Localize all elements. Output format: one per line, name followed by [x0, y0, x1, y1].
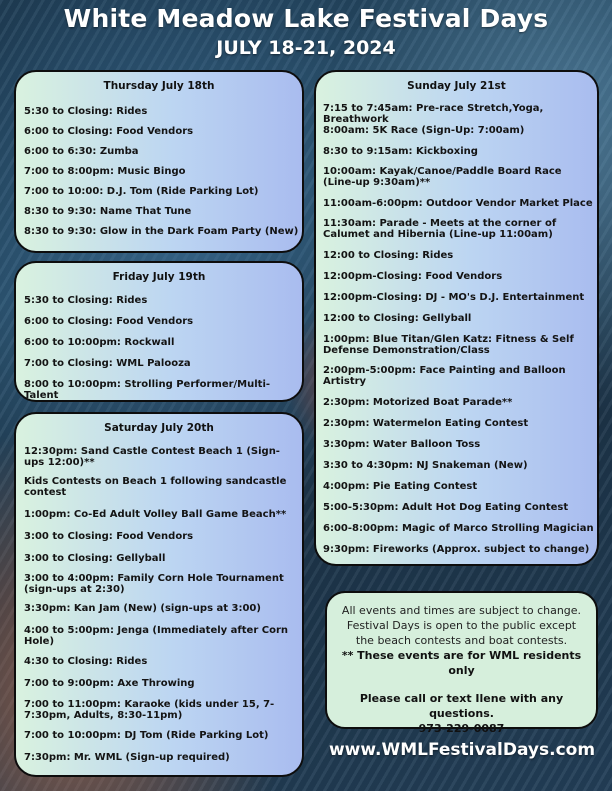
event-item: 12:30pm: Sand Castle Contest Beach 1 (Sign-ups 12:00)**: [24, 446, 280, 468]
event-item: 12:00 to Closing: Rides: [323, 250, 454, 261]
contact-phone: 973-229-0087: [418, 722, 505, 735]
contact-note: Please call or text Ilene with any questions.: [359, 692, 564, 720]
event-item: 1:00pm: Co-Ed Adult Volley Ball Game Beach**: [24, 509, 287, 520]
notice-line: All events and times are subject to change.: [341, 604, 582, 617]
event-item: 3:30 to 4:30pm: NJ Snakeman (New): [323, 460, 528, 471]
event-item: 10:00am: Kayak/Canoe/Paddle Board Race (Line-up 9:30am)**: [323, 166, 562, 188]
thursday-heading: Thursday July 18th: [103, 80, 215, 92]
residents-only-note: ** These events are for WML residents only: [341, 649, 582, 677]
saturday-schedule: [14, 412, 304, 777]
event-item: 2:30pm: Motorized Boat Parade**: [323, 397, 513, 408]
event-item: 4:00 to 5:00pm: Jenga (Immediately after Corn Hole): [24, 625, 288, 647]
event-item: 7:00 to 10:00pm: DJ Tom (Ride Parking Lot): [24, 730, 269, 741]
event-item: 3:00 to Closing: Gellyball: [24, 553, 166, 564]
event-item: 8:30 to 9:30: Glow in the Dark Foam Party (New): [24, 226, 299, 237]
event-item: 3:30pm: Water Balloon Toss: [323, 439, 481, 450]
event-item: 8:30 to 9:30: Name That Tune: [24, 206, 192, 217]
event-item: 12:00pm-Closing: Food Vendors: [323, 271, 503, 282]
event-item: 1:00pm: Blue Titan/Glen Katz: Fitness & Self Defense Demonstration/Class: [323, 334, 574, 356]
event-item: 4:00pm: Pie Eating Contest: [323, 481, 478, 492]
sunday-heading: Sunday July 21st: [407, 80, 506, 92]
event-item: 2:00pm-5:00pm: Face Painting and Balloon Artistry: [323, 365, 566, 387]
event-item: 7:00 to 8:00pm: Music Bingo: [24, 166, 186, 177]
event-item: 6:00-8:00pm: Magic of Marco Strolling Magician: [323, 523, 594, 534]
event-item: 12:00 to Closing: Gellyball: [323, 313, 472, 324]
notice-box: [325, 591, 598, 735]
event-item: 6:00 to Closing: Food Vendors: [24, 126, 194, 137]
event-item: 5:30 to Closing: Rides: [24, 295, 148, 306]
event-item: 11:00am-6:00pm: Outdoor Vendor Market Place: [323, 198, 593, 209]
event-item: 2:30pm: Watermelon Eating Contest: [323, 418, 529, 429]
page-title: White Meadow Lake Festival Days: [63, 4, 549, 33]
event-item: 7:30pm: Mr. WML (Sign-up required): [24, 752, 230, 763]
event-item: 5:00-5:30pm: Adult Hot Dog Eating Contest: [323, 502, 569, 513]
website-link[interactable]: www.WMLFestivalDays.com: [328, 740, 596, 760]
event-item: 6:00 to 6:30: Zumba: [24, 146, 139, 157]
notice-line: Festival Days is open to the public except: [346, 619, 577, 632]
friday-heading: Friday July 19th: [112, 271, 206, 283]
sunday-schedule: [314, 70, 599, 566]
event-item: 8:00am: 5K Race (Sign-Up: 7:00am): [323, 125, 525, 136]
notice-line: the beach contests and boat contests.: [355, 634, 568, 647]
event-item: 7:15 to 7:45am: Pre-race Stretch,Yoga, Breathwork: [323, 103, 544, 125]
event-item: 7:00 to 11:00pm: Karaoke (kids under 15, 7-7:30pm, Adults, 8:30-11pm): [24, 699, 275, 721]
event-item: 7:00 to 10:00: D.J. Tom (Ride Parking Lot): [24, 186, 259, 197]
event-item: Kids Contests on Beach 1 following sandcastle contest: [24, 476, 287, 498]
event-item: 7:00 to 9:00pm: Axe Throwing: [24, 678, 195, 689]
event-item: 5:30 to Closing: Rides: [24, 106, 148, 117]
event-item: 9:30pm: Fireworks (Approx. subject to change): [323, 544, 590, 555]
event-item: 7:00 to Closing: WML Palooza: [24, 358, 191, 369]
friday-schedule: [14, 261, 304, 402]
saturday-heading: Saturday July 20th: [104, 422, 214, 434]
event-item: 3:00 to Closing: Food Vendors: [24, 531, 194, 542]
event-item: 3:00 to 4:00pm: Family Corn Hole Tournament (sign-ups at 2:30): [24, 573, 284, 595]
event-item: 6:00 to Closing: Food Vendors: [24, 316, 194, 327]
event-item: 8:00 to 10:00pm: Strolling Performer/Multi-Talent: [24, 379, 271, 401]
event-item: 3:30pm: Kan Jam (New) (sign-ups at 3:00): [24, 603, 261, 614]
event-item: 11:30am: Parade - Meets at the corner of Calumet and Hibernia (Line-up 11:00am): [323, 218, 557, 240]
event-item: 12:00pm-Closing: DJ - MO's D.J. Entertainment: [323, 292, 585, 303]
festival-dates: JULY 18-21, 2024: [216, 37, 396, 59]
event-item: 6:00 to 10:00pm: Rockwall: [24, 337, 175, 348]
event-item: 4:30 to Closing: Rides: [24, 656, 148, 667]
thursday-schedule: [14, 70, 304, 253]
event-item: 8:30 to 9:15am: Kickboxing: [323, 146, 478, 157]
